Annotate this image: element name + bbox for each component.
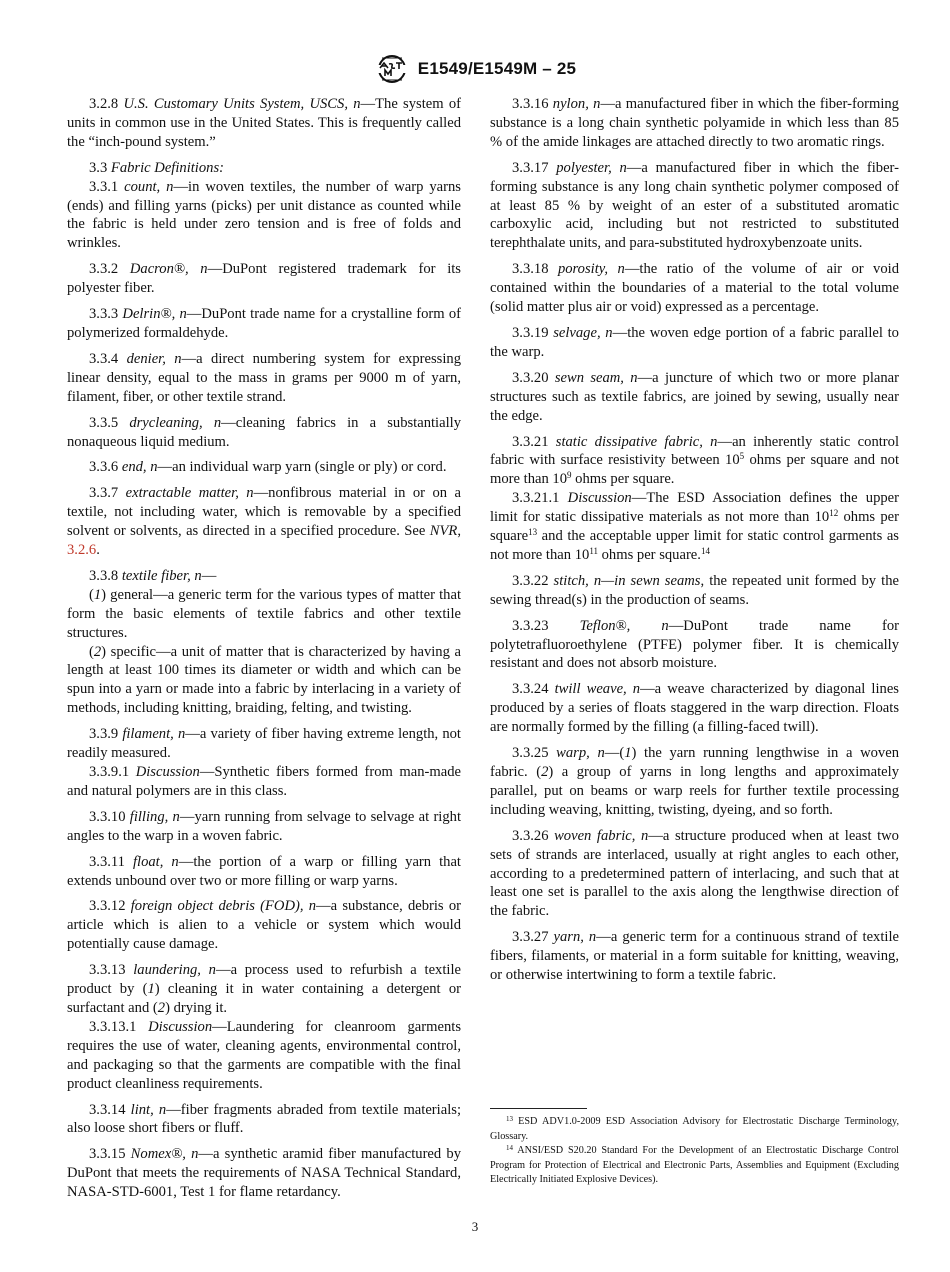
section-3-3-14: 3.3.14 lint, n—fiber fragments abraded from textile materials; also loose short fibers or fluff. <box>67 1101 461 1137</box>
section-3-3-16: 3.3.16 nylon, n—a manufactured fiber in which the fiber-forming substance is a long chain synthetic polyamide in which less than 85 % of the amide linkages are attached directly to two aromatic rings. <box>490 96 899 150</box>
section-3-3-4: 3.3.4 denier, n—a direct numbering system for expressing linear density, equal to the mass in grams per 9000 m of yarn, filament, fiber, or other textile strand. <box>67 350 461 405</box>
section-3-3-18: 3.3.18 porosity, n—the ratio of the volume of air or void contained within the boundaries of a material to the total volume (solid matter plus air or void) expressed as a percentage. <box>490 261 899 316</box>
section-3-3-1: 3.3.1 count, n—in woven textiles, the number of warp yarns (ends) and filling yarns (picks) per unit distance as counted while the fabric is held under zero tension and is free of folds and wrinkles. <box>67 178 461 252</box>
section-3-3-25: 3.3.25 warp, n—(1) the yarn running lengthwise in a woven fabric. (2) a group of yarns in long lengths and approximately parallel, put on beams or warp reels for further textile processing including weaving, knitting, twisting, dyeing, and so forth. <box>490 745 900 818</box>
section-3-3-21-1: 3.3.21.1 Discussion—The ESD Association defines the upper limit for static dissipative materials as not more than $10^{12}$ ohms per square$^{13}$ and the acceptable upper limit for static control garments as not more than $10^{11}$ ohms per square.$^{14}$ <box>490 490 899 563</box>
standard-designation: E1549/E1549M – 25 <box>417 59 577 78</box>
footnote-13: $^{13}$ ESD ADV1.0-2009 ESD Association Advisory for Electrostatic Discharge Terminology, Glossary. <box>490 1115 900 1142</box>
footnote-14: $^{14}$ ANSI/ESD S20.20 Standard For the Development of an Electrostatic Discharge Control Program for Protection of Electrical and Electronic Parts, Assemblies and Equipment (Excluding Electrically Initiated Explosive Devices). <box>490 1144 900 1185</box>
section-3-3-17: 3.3.17 polyester, n—a manufactured fiber in which the fiber-forming substance is any long chain synthetic polymer composed of at least 85 % by weight of an ester of a substituted aromatic carboxylic acid, including but not restricted to substituted terephthalate units, and para-substituted hydroxybenzoate units. <box>490 159 899 252</box>
footnote-divider <box>490 1108 587 1109</box>
section-3-3-13-1: 3.3.13.1 Discussion—Laundering for cleanroom garments requires the use of water, cleaning agents, environmental control, and packaging so that the garments are compatible with the final product cleanliness requirements. <box>67 1018 461 1092</box>
section-3-3-3: 3.3.3 Delrin®, n—DuPont trade name for a crystalline form of polymerized formaldehyde. <box>67 306 461 341</box>
section-3-3-19: 3.3.19 selvage, n—the woven edge portion of a fabric parallel to the warp. <box>490 324 899 360</box>
section-3-3-10: 3.3.10 filling, n—yarn running from selvage to selvage at right angles to the warp in a woven fabric. <box>67 808 462 844</box>
section-3-3-12: 3.3.12 foreign object debris (FOD), n—a substance, debris or article which is alien to a vehicle or system which would potentially cause damage. <box>67 898 461 953</box>
section-3-3-5: 3.3.5 drycleaning, n—cleaning fabrics in a substantially nonaqueous liquid medium. <box>67 414 461 450</box>
section-3-3-23: 3.3.23 Teflon®, n—DuPont trade name for polytetrafluoroethylene (PTFE) polymer fiber. It is chemically resistant and does not absorb moisture. <box>490 617 899 672</box>
section-3-3-27: 3.3.27 yarn, n—a generic term for a continuous strand of textile fibers, filaments, or material in a form suitable for knitting, weaving, or otherwise intertwining to form a textile fabric. <box>490 929 899 984</box>
section-3-3-22: 3.3.22 stitch, n—in sewn seams, the repeated unit formed by the sewing thread(s) in the production of seams. <box>490 572 899 608</box>
left-column <box>67 95 461 1202</box>
section-3-3-9: 3.3.9 filament, n—a variety of fiber having extreme length, not readily measured. <box>67 726 461 762</box>
section-3-3-15: 3.3.15 Nomex®, n—a synthetic aramid fiber manufactured by DuPont that meets the requirements of NASA Technical Standard, NASA-STD-6001, Test 1 for flame retardancy. <box>67 1146 461 1201</box>
section-3-3-13: 3.3.13 laundering, n—a process used to refurbish a textile product by (1) cleaning it in water containing a detergent or surfactant and (2) drying it. <box>67 962 461 1016</box>
section-3-2-8: 3.2.8 U.S. Customary Units System, USCS, n—The system of units in common use in the United States. This is frequently called the “inch-pound system.” <box>67 96 461 150</box>
right-column <box>490 95 899 985</box>
section-3-3-2: 3.3.2 Dacron®, n—DuPont registered trademark for its polyester fiber. <box>67 261 461 297</box>
section-3-3-8-specific: (2) specific—a unit of matter that is characterized by having a length at least 100 times its diameter or width and which can be spun into a yarn or made into a fabric by interlacing in a variety of methods, including knitting, braiding, felting, and twisting. <box>67 643 461 717</box>
section-3-3-24: 3.3.24 twill weave, n—a weave characterized by diagonal lines produced by a series of floats staggered in the warp direction. Floats are normally formed by the filling (a filling-faced twill). <box>490 681 899 736</box>
section-3-3-9-1: 3.3.9.1 Discussion—Synthetic fibers formed from man-made and natural polymers are in this class. <box>67 764 462 799</box>
section-3-3-7: 3.3.7 extractable matter, n—nonfibrous material in or on a textile, not including water, which is removable by a specified solvent or solvents, as directed in a specified procedure. See NVR, 3.2.6. <box>67 485 461 559</box>
footnote-ref-13: 13 <box>528 527 538 538</box>
section-3-3-11: 3.3.11 float, n—the portion of a warp or filling yarn that extends unbound over two or more filling or warp yarns. <box>67 853 461 889</box>
section-3-3-20: 3.3.20 sewn seam, n—a juncture of which two or more planar structures such as textile fabrics, are joined by sewing, usually near the edge. <box>490 369 899 424</box>
cross-reference-link[interactable]: 3.2.6 <box>67 542 97 559</box>
footnote-ref-14: 14 <box>700 545 710 556</box>
section-3-3-8-general: (1) general—a generic term for the various types of matter that form the basic elements of textile fabrics and other textile structures. <box>67 586 461 641</box>
header <box>0 54 950 84</box>
astm-logo-icon <box>374 54 410 84</box>
section-3-3: 3.3 Fabric Definitions: <box>89 159 224 176</box>
section-3-3-21: 3.3.21 static dissipative fabric, n—an inherently static control fabric with surface resistivity between $10^5$ ohms per square and not more than $10^9$ ohms per square. <box>490 433 900 488</box>
section-3-3-26: 3.3.26 woven fabric, n—a structure produced when at least two sets of strands are interlaced, usually at right angles to each other, according to a predetermined pattern of interlacing, and such that at least one set is parallel to the axis along the lengthwise direction of the fabric. <box>490 827 899 920</box>
section-3-3-8: 3.3.8 textile fiber, n— <box>89 567 217 584</box>
section-3-3-6: 3.3.6 end, n—an individual warp yarn (single or ply) or cord. <box>89 459 447 476</box>
page-number: 3 <box>471 1219 479 1234</box>
